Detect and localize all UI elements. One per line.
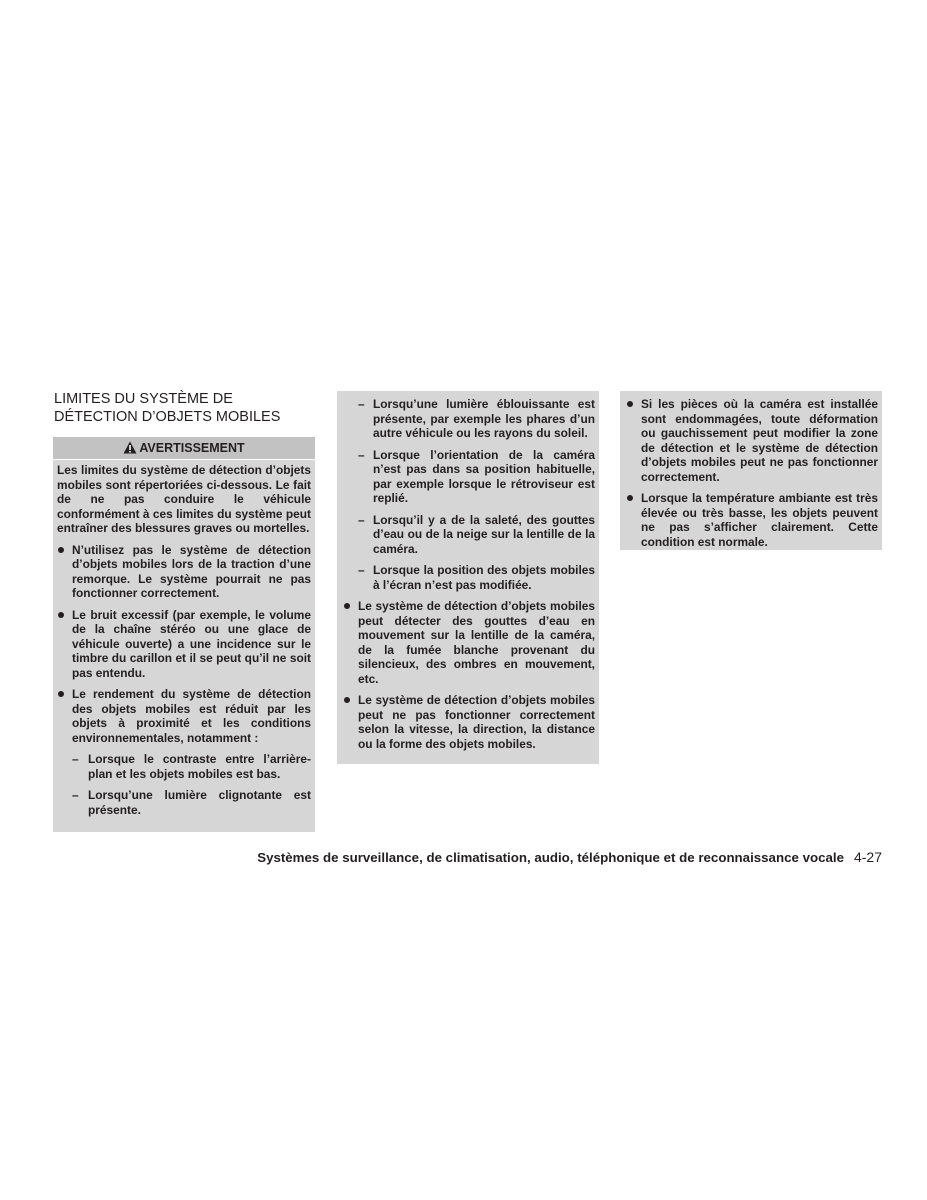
list-item-text: Le système de détection d’objets mobiles peut ne pas fonctionner correctement selon la vitesse, la direction, la distance ou la forme des objets mobiles. <box>358 693 595 751</box>
list-item-text: Le rendement du système de détection des objets mobiles est réduit par les objets à proximité et les conditions environnementales, notamment : <box>72 687 311 745</box>
list-item <box>626 491 878 549</box>
list-item-text: Si les pièces où la caméra est installée sont endommagées, toute déformation ou gauchissement peut modifier la zone de détection et le système de détection d’objets mobiles peut ne pas fonctionner correctement. <box>641 397 878 484</box>
list-item-text: Le système de détection d’objets mobiles peut détecter des gouttes d’eau en mouvement sur la lentille de la caméra, de la fumée blanche provenant du silencieux, des ombres en mouvement, etc. <box>358 599 595 686</box>
section-title-line-2: DÉTECTION D’OBJETS MOBILES <box>54 409 281 425</box>
dash-icon: – <box>358 397 365 411</box>
sub-list-item <box>57 752 311 781</box>
sub-list-item <box>343 513 595 557</box>
page-number: 4-27 <box>853 849 882 865</box>
warning-intro: Les limites du système de détection d’objets mobiles sont répertoriées ci-dessous. Le fait de ne pas conduire le véhicule conformément à ces limites du système peut entraîner des blessures graves ou mortelles. <box>57 463 311 535</box>
list-item-text: Le bruit excessif (par exemple, le volume de la chaîne stéréo ou une glace de véhicule ouverte) a une incidence sur le timbre du carillon et il se peut qu’il ne soit pas entendu. <box>72 607 311 680</box>
section-title-line-1: LIMITES DU SYSTÈME DE <box>54 391 233 407</box>
list-item-text: Lorsque la température ambiante est très élevée ou très basse, les objets peuvent ne pas s’afficher clairement. Cette condition est normale. <box>641 491 878 549</box>
section-heading <box>54 390 316 426</box>
sub-list-item <box>343 448 595 506</box>
bullet-icon <box>58 691 64 697</box>
sub-list-item-text: Lorsque le contraste entre l’arrière-plan et les objets mobiles est bas. <box>88 752 311 781</box>
list-item <box>343 599 595 686</box>
bullet-icon <box>344 603 350 609</box>
warning-header <box>53 437 315 460</box>
dash-icon: – <box>358 563 365 577</box>
sub-list-item-text: Lorsqu’une lumière éblouissante est présente, par exemple les phares d’un autre véhicule ou les rayons du soleil. <box>373 397 595 440</box>
dash-icon: – <box>72 752 79 766</box>
sub-list-item-text: Lorsque l’orientation de la caméra n’est pas dans sa position habituelle, par exemple lorsque le rétroviseur est replié. <box>373 447 595 505</box>
bullet-icon <box>344 697 350 703</box>
list-item <box>57 608 311 681</box>
warning-title: AVERTISSEMENT <box>139 441 245 455</box>
warning-box-column-1 <box>53 437 315 832</box>
chapter-title: Systèmes de surveillance, de climatisation, audio, téléphonique et de reconnaissance vocale <box>257 850 844 865</box>
warning-box-column-2 <box>337 391 599 764</box>
list-item <box>343 693 595 751</box>
list-item <box>57 543 311 601</box>
sub-list-item-text: Lorsqu’il y a de la saleté, des gouttes d’eau ou de la neige sur la lentille de la caméra. <box>373 512 595 556</box>
dash-icon: – <box>358 512 365 527</box>
bullet-icon <box>627 401 633 407</box>
bullet-icon <box>58 612 64 618</box>
sub-list-item <box>343 563 595 592</box>
sub-list-item-text: Lorsqu’une lumière clignotante est présente. <box>88 788 311 817</box>
sub-list-item <box>57 788 311 817</box>
list-item <box>57 687 311 745</box>
warning-box-column-3 <box>620 391 882 550</box>
sub-list-item-text: Lorsque la position des objets mobiles à l’écran n’est pas modifiée. <box>373 563 595 592</box>
sub-list-item <box>343 397 595 441</box>
bullet-icon <box>627 495 633 501</box>
page-footer <box>257 849 882 865</box>
bullet-icon <box>58 547 64 553</box>
warning-triangle-icon <box>123 441 137 454</box>
dash-icon: – <box>72 788 79 802</box>
list-item-text: N’utilisez pas le système de détection d’objets mobiles lors de la traction d’une remorque. Le système pourrait ne pas fonctionner correctement. <box>72 542 311 600</box>
dash-icon: – <box>358 447 365 462</box>
list-item <box>626 397 878 484</box>
